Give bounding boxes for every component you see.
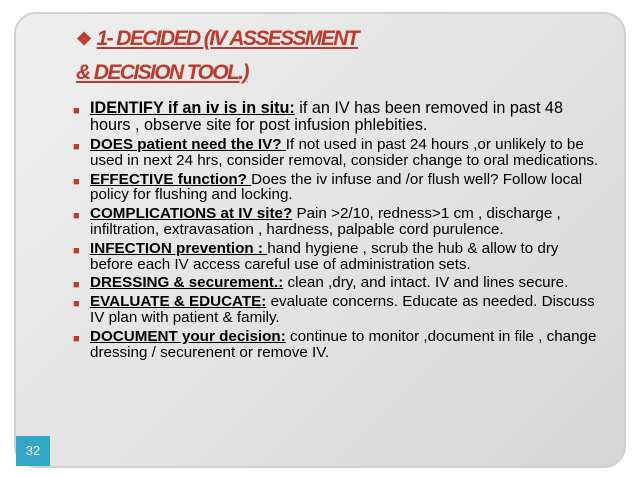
bullet-text: Pain >2/10, redness>1 cm , discharge , infiltration, extravasation , hardness, palpable cord purulence. [90, 205, 561, 238]
bullet-item [70, 241, 605, 273]
square-bullet-icon: ■ [73, 244, 80, 257]
slide-title [76, 22, 358, 90]
square-bullet-icon: ■ [73, 298, 80, 311]
bullet-lead: DOES patient need the IV? [90, 136, 286, 153]
square-bullet-icon: ■ [73, 279, 80, 292]
bullet-list [70, 100, 605, 363]
bullet-item [70, 172, 605, 204]
title-line-1 [76, 22, 358, 56]
bullet-lead: EFFECTIVE function? [90, 170, 252, 188]
square-bullet-icon: ■ [73, 210, 80, 223]
square-bullet-icon: ■ [73, 105, 80, 117]
bullet-item [70, 206, 605, 238]
bullet-item [70, 137, 605, 169]
title-line-2: & DECISION TOOL.) [76, 61, 248, 84]
bullet-text: continue to monitor ,document in file , change dressing / securenent or remove IV. [90, 327, 597, 361]
square-bullet-icon: ■ [73, 332, 80, 345]
diamond-bullet-icon: ❖ [76, 29, 91, 49]
bullet-item [70, 100, 605, 134]
square-bullet-icon: ■ [73, 175, 80, 188]
bullet-text: If not used in past 24 hours ,or unlikely to be used in next 24 hrs, consider removal, consider change to oral medications. [90, 136, 599, 169]
bullet-text: Does the iv infuse and /or flush well? Follow local policy for flushing and locking. [90, 170, 583, 204]
page-number-badge: 32 [16, 436, 50, 466]
bullet-text: if an IV has been removed in past 48 hours , observe site for post infusion phlebities. [90, 99, 563, 134]
bullet-lead: IDENTIFY if an iv is in situ: [90, 99, 295, 117]
bullet-text: evaluate concerns. Educate as needed. Discuss IV plan with patient & family. [90, 293, 595, 326]
bullet-lead: INFECTION prevention : [90, 239, 268, 257]
bullet-item [70, 329, 605, 361]
bullet-item [70, 294, 605, 326]
title-text-line-1: 1- DECIDED (IV ASSESSMENT [96, 27, 358, 50]
bullet-lead: COMPLICATIONS at IV site? [90, 205, 293, 223]
square-bullet-icon: ■ [73, 141, 80, 153]
bullet-item [70, 275, 605, 291]
bullet-text: hand hygiene , scrub the hub & allow to dry before each IV access careful use of administration sets. [90, 239, 559, 273]
bullet-lead: DRESSING & securement.: [90, 274, 284, 292]
bullet-lead: DOCUMENT your decision: [90, 327, 286, 345]
bullet-lead: EVALUATE & EDUCATE: [90, 293, 267, 311]
bullet-text: clean ,dry, and intact. IV and lines secure. [283, 274, 569, 292]
